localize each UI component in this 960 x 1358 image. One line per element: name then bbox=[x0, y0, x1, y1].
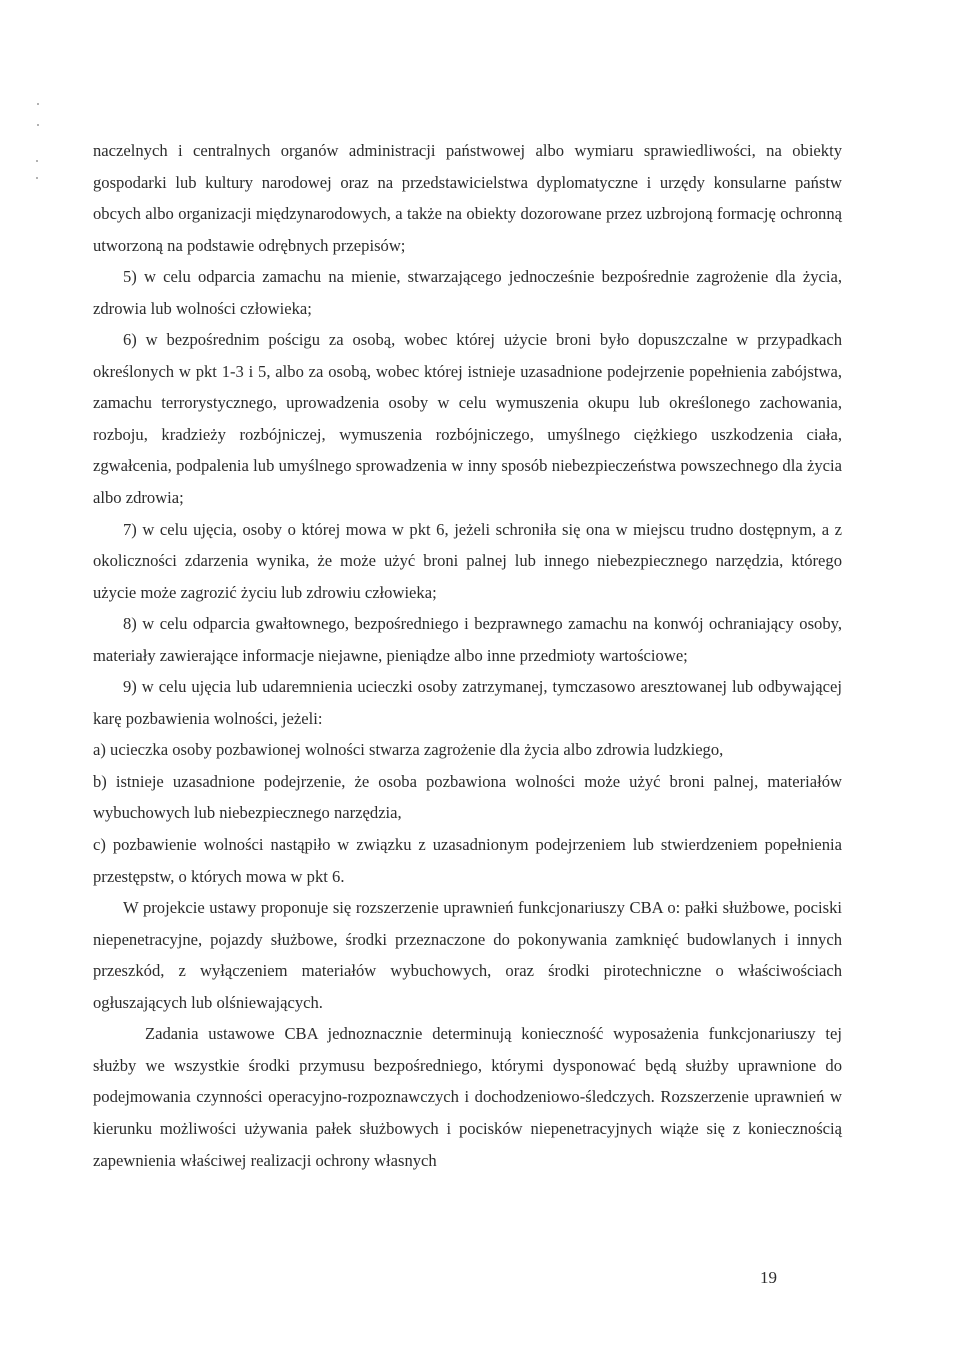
paragraph-subpoint-b: b) istnieje uzasadnione podejrzenie, że osoba pozbawiona wolności może użyć broni palnej, materiałów wybuchowych lub niebezpiecznego narzędzia, bbox=[93, 771, 842, 823]
scan-speck bbox=[36, 177, 38, 179]
paragraph-point-8: 8) w celu odparcia gwałtownego, bezpośredniego i bezprawnego zamachu na konwój ochraniający osoby, materiały zawierające informacje niejawne, pieniądze albo inne przedmioty wartościowe; bbox=[93, 614, 842, 665]
paragraph-point-5: 5) w celu odparcia zamachu na mienie, stwarzającego jednocześnie bezpośrednie zagrożenie dla życia, zdrowia lub wolności człowieka; bbox=[93, 267, 842, 318]
page-number: 19 bbox=[760, 1268, 777, 1287]
paragraph-point-9: 9) w celu ujęcia lub udaremnienia ucieczki osoby zatrzymanej, tymczasowo aresztowanej lub odbywającej karę pozbawienia wolności, jeżeli: bbox=[93, 677, 842, 728]
document-body bbox=[93, 135, 842, 1176]
paragraph-justification: Zadania ustawowe CBA jednoznacznie determinują konieczność wyposażenia funkcjonariuszy tej służby we wszystkie środki przymusu bezpośredniego, którymi dysponować będą służby uprawnione do podejmowania czynności operacyjno-rozpoznawczych i dochodzeniowo-śledczych. Rozszerzenie uprawnień w kierunku możliwości używania pałek służbowych i pocisków niepenetracyjnych wiąże się z koniecznością zapewnienia właściwej realizacji ochrony własnych bbox=[93, 1024, 842, 1170]
paragraph-continuation: naczelnych i centralnych organów administracji państwowej albo wymiaru sprawiedliwości, na obiekty gospodarki lub kultury narodowej oraz na przedstawicielstwa dyplomatyczne i urzędy konsularne państw obcych albo organizacji międzynarodowych, a także na obiekty dozorowane przez uzbrojoną formację ochronną utworzoną na podstawie odrębnych przepisów; bbox=[93, 141, 842, 255]
paragraph-point-6: 6) w bezpośrednim pościgu za osobą, wobec której użycie broni było dopuszczalne w przypadkach określonych w pkt 1-3 i 5, albo za osobą, wobec której istnieje uzasadnione podejrzenie popełnienia zabójstwa, zamachu terrorystycznego, uprowadzenia osoby w celu wymuszenia okupu lub określonego zachowania, rozboju, kradzieży rozbójniczej, wymuszenia rozbójniczego, umyślnego ciężkiego uszkodzenia ciała, zgwałcenia, podpalenia lub umyślnego sprowadzenia w inny sposób niebezpieczeństwa powszechnego dla życia albo zdrowia; bbox=[93, 330, 842, 508]
scan-speck bbox=[37, 103, 39, 105]
paragraph-subpoint-c: c) pozbawienie wolności nastąpiło w związku z uzasadnionym podejrzeniem lub stwierdzeniem popełnienia przestępstw, o których mowa w pkt 6. bbox=[93, 835, 842, 886]
paragraph-point-7: 7) w celu ujęcia, osoby o której mowa w pkt 6, jeżeli schroniła się ona w miejscu trudno dostępnym, a z okoliczności zdarzenia wynika, że może użyć broni palnej lub innego niebezpiecznego narzędzia, którego użycie może zagrozić życiu lub zdrowiu człowieka; bbox=[93, 519, 842, 602]
scan-speck bbox=[37, 124, 39, 126]
paragraph-proposal: W projekcie ustawy proponuje się rozszerzenie uprawnień funkcjonariuszy CBA o: pałki służbowe, pociski niepenetracyjne, pojazdy służbowe, środki przeznaczone do pokonywania zamknięć budowlanych i innych przeszkód, z wyłączeniem materiałów wybuchowych, oraz środki pirotechniczne o właściwościach ogłuszających lub olśniewających. bbox=[93, 898, 842, 1012]
scan-speck bbox=[36, 160, 38, 162]
paragraph-subpoint-a: a) ucieczka osoby pozbawionej wolności stwarza zagrożenie dla życia albo zdrowia ludzkiego, bbox=[93, 740, 724, 760]
